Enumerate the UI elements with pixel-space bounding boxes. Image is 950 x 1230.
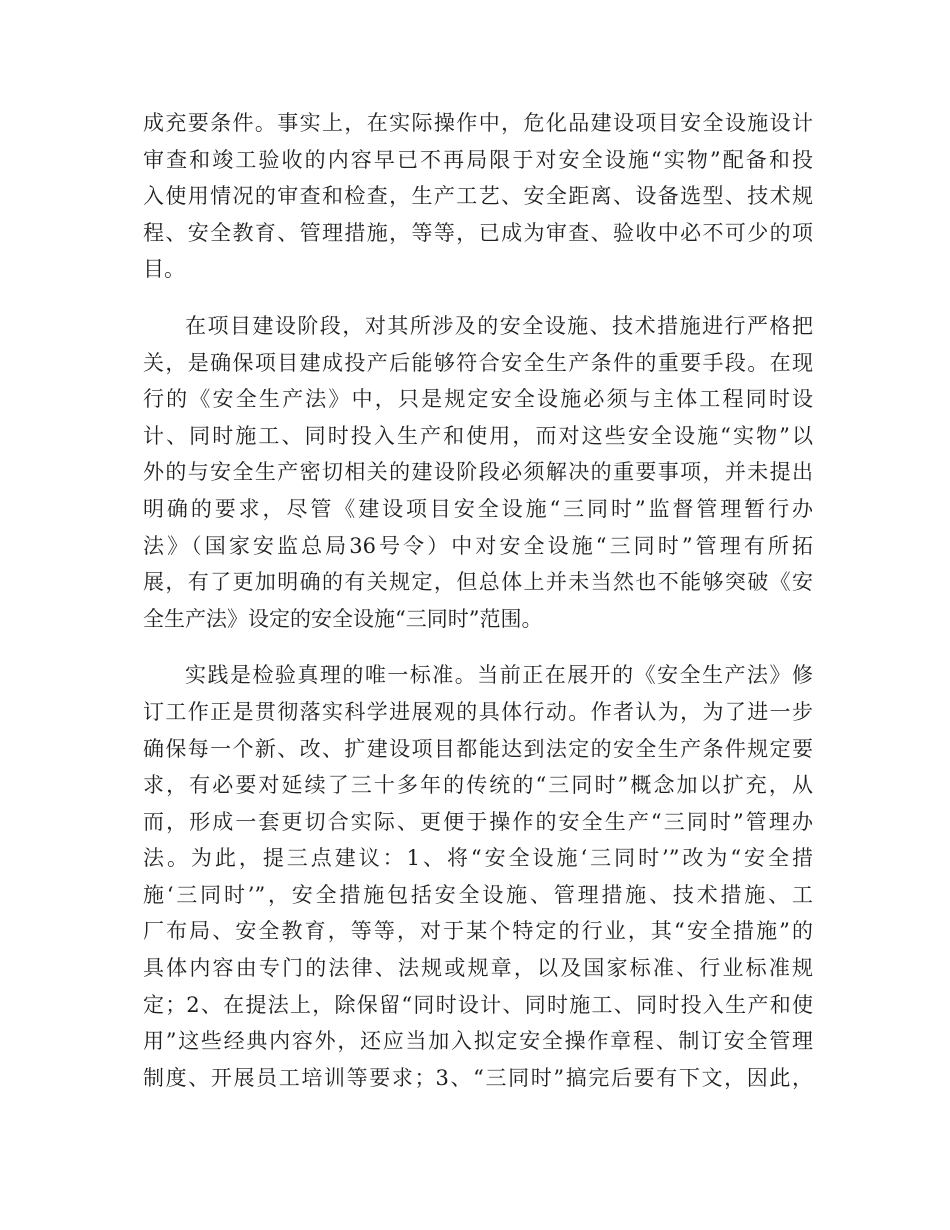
text-line: 入使用情况的审查和检查，生产工艺、安全距离、设备选型、技术规 (143, 184, 813, 209)
text-line: 关，是确保项目建成投产后能够符合安全生产条件的重要手段。在现 (143, 350, 813, 375)
paragraph-spacer (143, 637, 813, 657)
text-line: 法。为此，提三点建议：1、将“安全设施‘三同时’”改为“安全措 (143, 846, 813, 871)
text-line: 法》（国家安监总局36号令）中对安全设施“三同时”管理有所拓 (143, 533, 813, 558)
text-line: 目。 (143, 257, 185, 282)
paragraph-2 (143, 308, 813, 637)
text-line: 在项目建设阶段，对其所涉及的安全设施、技术措施进行严格把 (185, 313, 813, 338)
text-line: 用”这些经典内容外，还应当加入拟定安全操作章程、制订安全管理 (143, 1029, 813, 1054)
text-line: 全生产法》设定的安全设施“三同时”范围。 (143, 606, 543, 631)
text-line: 确保每一个新、改、扩建设项目都能达到法定的安全生产条件规定要 (143, 736, 813, 761)
text-line: 行的《安全生产法》中，只是规定安全设施必须与主体工程同时设 (143, 387, 813, 412)
text-line: 计、同时施工、同时投入生产和使用，而对这些安全设施“实物”以 (143, 423, 813, 448)
text-line: 具体内容由专门的法律、法规或规章，以及国家标准、行业标准规 (143, 956, 813, 981)
text-line: 成充要条件。事实上，在实际操作中，危化品建设项目安全设施设计 (143, 111, 813, 135)
text-line: 外的与安全生产密切相关的建设阶段必须解决的重要事项，并未提出 (143, 460, 813, 485)
text-line: 求，有必要对延续了三十多年的传统的“三同时”概念加以扩充，从 (143, 773, 813, 798)
text-line: 实践是检验真理的唯一标准。当前正在展开的《安全生产法》修 (185, 663, 813, 688)
text-line: 厂布局、安全教育，等等，对于某个特定的行业，其“安全措施”的 (143, 919, 813, 944)
paragraph-3 (143, 657, 813, 1096)
text-line: 订工作正是贯彻落实科学进展观的具体行动。作者认为，为了进一步 (143, 699, 813, 724)
text-line: 而，形成一套更切合实际、更便于操作的安全生产“三同时”管理办 (143, 809, 813, 834)
document-body (143, 105, 813, 1096)
text-line: 展，有了更加明确的有关规定，但总体上并未当然也不能够突破《安 (143, 570, 813, 595)
paragraph-1 (143, 105, 813, 288)
text-line: 程、安全教育、管理措施，等等，已成为审查、验收中必不可少的项 (143, 220, 813, 245)
paragraph-spacer (143, 288, 813, 308)
text-line: 审查和竣工验收的内容早已不再局限于对安全设施“实物”配备和投 (143, 147, 813, 172)
text-line: 施‘三同时’”，安全措施包括安全设施、管理措施、技术措施、工 (143, 882, 813, 907)
text-line: 明确的要求，尽管《建设项目安全设施“三同时”监督管理暂行办 (143, 496, 813, 521)
text-line: 定；2、在提法上，除保留“同时设计、同时施工、同时投入生产和使 (143, 992, 813, 1017)
text-line: 制度、开展员工培训等要求；3、“三同时”搞完后要有下文，因此， (143, 1065, 813, 1090)
